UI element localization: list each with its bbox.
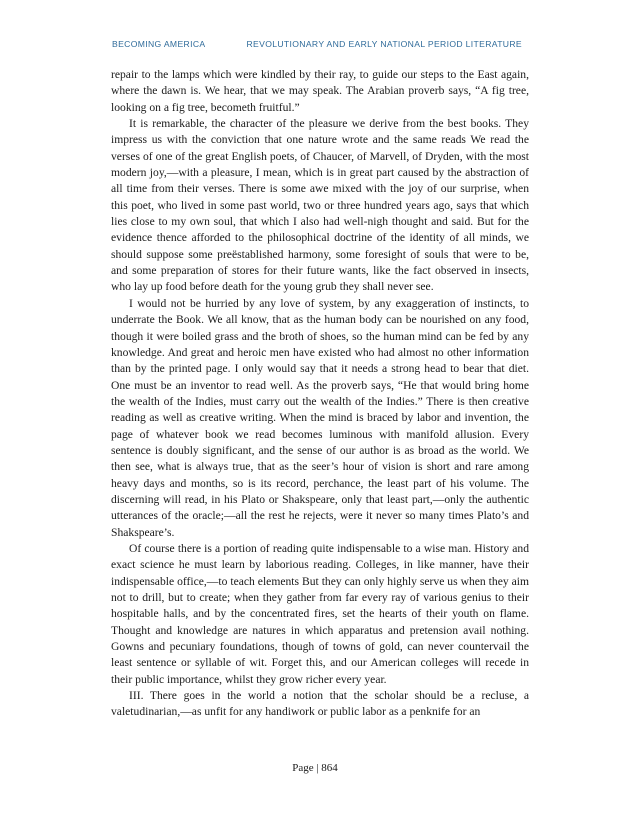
running-header	[112, 39, 532, 49]
paragraph: It is remarkable, the character of the pleasure we derive from the best books. They impress us with the conviction that one nature wrote and the same reads We read the verses of one of the great English poets, of Chaucer, of Marvell, of Dryden, with the most modern joy,—with a pleasure, I mean, which is in great part caused by the abstraction of all time from their verses. There is some awe mixed with the joy of our surprise, when this poet, who lived in some past world, two or three hundred years ago, says that which lies close to my own soul, that which I also had well-nigh thought and said. But for the evidence thence afforded to the philosophical doctrine of the identity of all minds, we should suppose some preëstablished harmony, some foresight of souls that were to be, and some preparation of stores for their future wants, like the fact observed in insects, who lay up food before death for the young grub they shall never see.	[111, 117, 529, 294]
body-text	[111, 67, 529, 721]
paragraph: III. There goes in the world a notion that the scholar should be a recluse, a valetudinarian,—as unfit for any handiwork or public labor as a penknife for an	[111, 689, 529, 719]
section-title: REVOLUTIONARY AND EARLY NATIONAL PERIOD LITERATURE	[246, 39, 523, 49]
paragraph: Of course there is a portion of reading quite indispensable to a wise man. History and exact science he must learn by laborious reading. Colleges, in like manner, have their indispensable office,—to teach elements But they can only highly serve us when they aim not to drill, but to create; when they gather from far every ray of various genius to their hospitable halls, and by the concentrated fires, set the hearts of their youth on flame. Thought and knowledge are natures in which apparatus and pretension avail nothing. Gowns and pecuniary foundations, though of towns of gold, can never countervail the least sentence or syllable of wit. Forget this, and our American colleges will recede in their public importance, whilst they grow richer every year.	[111, 541, 529, 686]
page-number: Page | 864	[292, 762, 338, 774]
paragraph: I would not be hurried by any love of system, by any exaggeration of instincts, to underrate the Book. We all know, that as the human body can be nourished on any food, though it were boiled grass and the broth of shoes, so the human mind can be fed by any knowledge. And great and heroic men have existed who had almost no other information than by the printed page. I only would say that it needs a strong head to bear that diet. One must be an inventor to read well. As the proverb says, “He that would bring home the wealth of the Indies, must carry out the wealth of the Indies.” There is then creative reading as well as creative writing. When the mind is braced by labor and invention, the page of whatever book we read becomes luminous with manifold allusion. Every sentence is doubly significant, and the sense of our author is as broad as the world. We then see, what is always true, that as the seer’s hour of vision is short and rare among heavy days and months, so is its record, perchance, the least part of his volume. The discerning will read, in his Plato or Shakspeare, only that least part,—only the authentic utterances of the oracle;—all the rest he rejects, were it never so many times Plato’s and Shakspeare’s.	[111, 296, 529, 539]
paragraph: repair to the lamps which were kindled by their ray, to guide our steps to the East again, where the dawn is. We hear, that we may speak. The Arabian proverb says, “A fig tree, looking on a fig tree, becometh fruitful.”	[111, 68, 529, 114]
book-title: BECOMING AMERICA	[112, 39, 206, 49]
